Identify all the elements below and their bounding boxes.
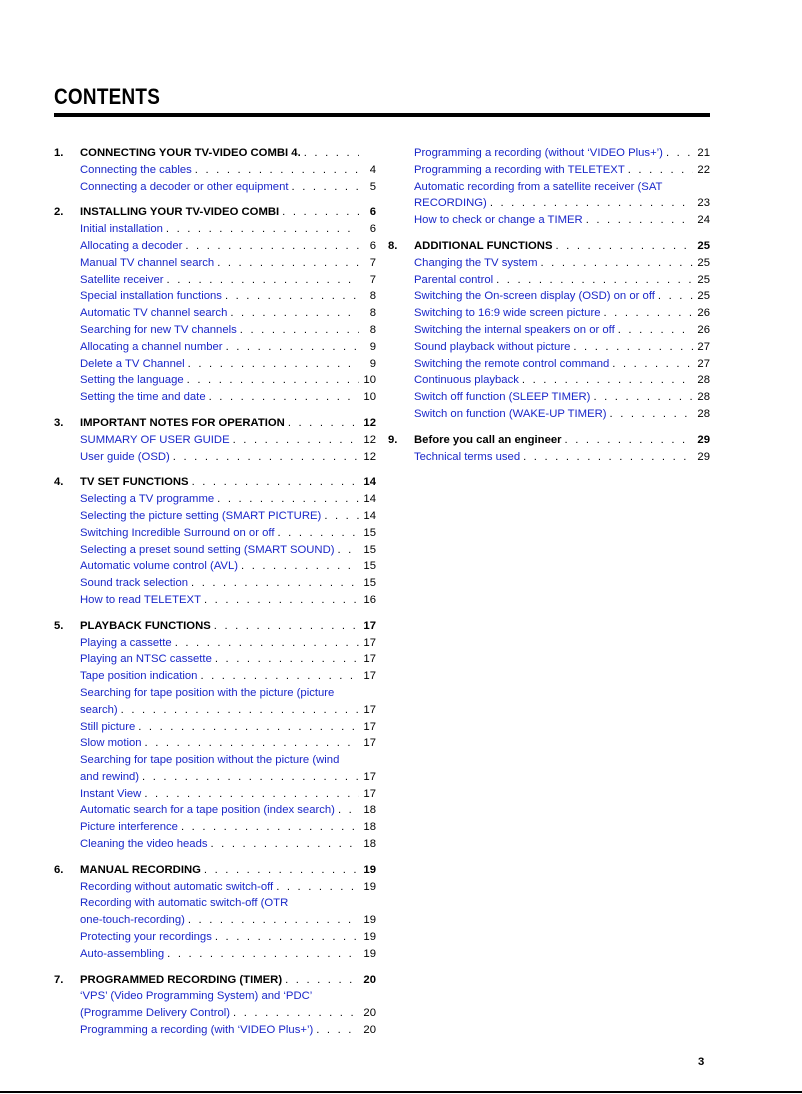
entry-page: 17 (363, 636, 376, 649)
dot-leader (188, 356, 359, 373)
entry-text: Switch off function (SLEEP TIMER) (414, 391, 591, 404)
entry-page: 27 (697, 340, 710, 353)
toc-entry[interactable] (54, 668, 376, 685)
toc-entry[interactable] (54, 162, 376, 179)
section-page: 12 (363, 416, 376, 429)
dot-leader (167, 946, 359, 963)
toc-entry[interactable] (54, 389, 376, 406)
toc-section (54, 972, 376, 1039)
entry-page: 8 (369, 323, 376, 336)
entry-page: 15 (363, 526, 376, 539)
toc-entry[interactable] (388, 162, 710, 179)
section-heading[interactable] (388, 432, 710, 449)
entry-page: 17 (363, 787, 376, 800)
toc-entry[interactable] (54, 769, 376, 786)
entry-page: 27 (697, 357, 710, 370)
section-title: TV SET FUNCTIONS (80, 476, 189, 489)
entry-text: Switching the internal speakers on or off (414, 323, 615, 336)
entry-text: Delete a TV Channel (80, 357, 185, 370)
entry-page: 10 (363, 374, 376, 387)
dot-leader (666, 145, 693, 162)
dot-leader (204, 592, 359, 609)
toc-entry[interactable] (54, 879, 376, 896)
entry-page: 25 (697, 256, 710, 269)
entry-text: one-touch-recording) (80, 914, 185, 927)
entry-text: Slow motion (80, 737, 142, 750)
toc-entry[interactable] (54, 1022, 376, 1039)
dot-leader (541, 255, 694, 272)
toc-entry[interactable] (54, 449, 376, 466)
dot-leader (217, 491, 359, 508)
section-heading[interactable] (54, 862, 376, 879)
dot-leader (200, 668, 359, 685)
section-number: 2. (54, 206, 64, 219)
dot-leader (288, 415, 359, 432)
section-title: CONNECTING YOUR TV-VIDEO COMBI 4. (80, 147, 301, 159)
section-page: 20 (363, 973, 376, 986)
section-number: 3. (54, 416, 64, 429)
entry-page: 17 (363, 653, 376, 666)
section-page: 19 (363, 863, 376, 876)
dot-leader (226, 339, 359, 356)
entry-page: 19 (363, 914, 376, 927)
entry-page: 29 (697, 450, 710, 463)
toc-entry[interactable] (54, 786, 376, 803)
toc-section (54, 474, 376, 608)
toc-section (54, 862, 376, 963)
dot-leader (241, 558, 359, 575)
toc-entry[interactable] (388, 339, 710, 356)
entry-text-line[interactable]: Searching for tape position with the picture (picture (80, 686, 335, 699)
section-heading[interactable] (54, 972, 376, 989)
entry-page: 7 (369, 273, 376, 286)
toc-entry[interactable] (54, 255, 376, 272)
entry-text: Auto-assembling (80, 947, 165, 960)
entry-page: 22 (697, 163, 710, 176)
dot-leader (316, 1022, 359, 1039)
entry-page: 28 (697, 391, 710, 404)
toc-entry[interactable] (388, 272, 710, 289)
toc-entry[interactable] (54, 635, 376, 652)
toc-entry[interactable] (54, 651, 376, 668)
entry-page: 14 (363, 493, 376, 506)
entry-text-line[interactable]: Recording with automatic switch-off (OTR (80, 897, 289, 910)
entry-page: 15 (363, 560, 376, 573)
entry-page: 28 (697, 407, 710, 420)
dot-leader (233, 432, 359, 449)
toc-entry[interactable] (54, 946, 376, 963)
dot-leader (282, 204, 359, 221)
entry-page: 26 (697, 307, 710, 320)
entry-text: Switching Incredible Surround on or off (80, 526, 275, 539)
entry-text: Automatic search for a tape position (index search) (80, 804, 335, 817)
entry-text: Selecting a TV programme (80, 493, 215, 506)
toc-entry[interactable] (388, 372, 710, 389)
entry-text: Connecting the cables (80, 163, 192, 176)
toc-entry[interactable] (54, 356, 376, 373)
entry-text: Switching to 16:9 wide screen picture (414, 307, 601, 320)
section-number: 4. (54, 476, 64, 489)
entry-text: Sound track selection (80, 577, 189, 590)
entry-text: Parental control (414, 273, 494, 286)
dot-leader (304, 145, 359, 162)
entry-text: Allocating a decoder (80, 239, 183, 252)
entry-page: 18 (363, 838, 376, 851)
toc-entry[interactable] (54, 542, 376, 559)
entry-page: 17 (363, 670, 376, 683)
toc-entry[interactable] (388, 449, 710, 466)
dot-leader (217, 255, 359, 272)
toc-entry[interactable] (54, 525, 376, 542)
toc-entry[interactable] (54, 272, 376, 289)
entry-text: Sound playback without picture (414, 340, 571, 353)
entry-text: Selecting a preset sound setting (SMART SOUND) (80, 543, 335, 556)
entry-text: Instant View (80, 787, 142, 800)
entry-text: Playing a cassette (80, 636, 172, 649)
entry-text: SUMMARY OF USER GUIDE (80, 433, 230, 446)
dot-leader (166, 221, 359, 238)
toc-entry[interactable] (388, 255, 710, 272)
entry-text: Setting the time and date (80, 391, 206, 404)
dot-leader (277, 525, 359, 542)
dot-leader (187, 372, 359, 389)
dot-leader (185, 238, 359, 255)
entry-page: 6 (369, 223, 376, 236)
toc-left-column (54, 145, 376, 1048)
dot-leader (276, 879, 359, 896)
entry-page: 10 (363, 391, 376, 404)
section-heading[interactable] (388, 238, 710, 255)
toc-section (54, 145, 376, 195)
toc-entry[interactable] (54, 592, 376, 609)
toc-section (388, 238, 710, 423)
dot-leader (612, 356, 693, 373)
toc-entry[interactable] (388, 305, 710, 322)
toc-entry[interactable] (54, 491, 376, 508)
dot-leader (522, 372, 693, 389)
entry-text-line[interactable]: Searching for tape position without the picture (wind (80, 754, 340, 767)
entry-page: 17 (363, 737, 376, 750)
entry-page: 7 (369, 256, 376, 269)
toc-entry[interactable] (54, 735, 376, 752)
dot-leader (192, 474, 359, 491)
dot-leader (209, 389, 359, 406)
entry-page: 20 (363, 1024, 376, 1037)
section-page: 6 (369, 206, 376, 219)
entry-page: 15 (363, 577, 376, 590)
entry-text: and rewind) (80, 770, 140, 783)
dot-leader (167, 272, 359, 289)
entry-text: Manual TV channel search (80, 256, 215, 269)
section-number: 8. (388, 239, 398, 252)
section-heading[interactable] (54, 145, 376, 162)
entry-page: 18 (363, 804, 376, 817)
toc-entry[interactable] (388, 322, 710, 339)
dot-leader (138, 719, 359, 736)
section-page: 29 (697, 433, 710, 446)
dot-leader (593, 389, 693, 406)
page-title: CONTENTS (54, 84, 161, 109)
dot-leader (523, 449, 693, 466)
dot-leader (214, 618, 359, 635)
toc-entry[interactable] (54, 322, 376, 339)
entry-page: 14 (363, 509, 376, 522)
toc-section (54, 415, 376, 465)
entry-text: Switch on function (WAKE-UP TIMER) (414, 407, 607, 420)
entry-page: 9 (369, 340, 376, 353)
toc-entry[interactable] (54, 288, 376, 305)
entry-text-line[interactable]: ‘VPS’ (Video Programming System) and ‘PDC’ (80, 990, 313, 1003)
dot-leader (173, 449, 359, 466)
entry-text: Satellite receiver (80, 273, 164, 286)
dot-leader (338, 542, 360, 559)
entry-text: Searching for new TV channels (80, 323, 237, 336)
entry-page: 15 (363, 543, 376, 556)
entry-text: Automatic volume control (AVL) (80, 560, 239, 573)
entry-text: Programming a recording (without ‘VIDEO Plus+’) (414, 147, 663, 159)
section-page: 25 (697, 239, 710, 252)
entry-text: Changing the TV system (414, 256, 538, 269)
entry-text: Special installation functions (80, 290, 222, 303)
entry-page: 21 (697, 147, 710, 159)
bottom-rule (0, 1091, 802, 1093)
toc-entry[interactable] (388, 212, 710, 229)
entry-page: 23 (697, 197, 710, 210)
entry-page: 19 (363, 880, 376, 893)
section-number: 7. (54, 973, 64, 986)
entry-text: Switching the remote control command (414, 357, 610, 370)
dot-leader (225, 288, 359, 305)
toc-section (54, 618, 376, 853)
toc-section (388, 432, 710, 466)
dot-leader (628, 162, 693, 179)
dot-leader (181, 819, 359, 836)
toc-entry[interactable] (54, 929, 376, 946)
toc-section (54, 204, 376, 406)
dot-leader (604, 305, 694, 322)
section-title: INSTALLING YOUR TV-VIDEO COMBI (80, 206, 280, 219)
toc-entry[interactable] (54, 836, 376, 853)
dot-leader (556, 238, 694, 255)
toc-entry[interactable] (54, 702, 376, 719)
entry-text: Initial installation (80, 223, 163, 236)
section-heading[interactable] (54, 204, 376, 221)
toc-entry[interactable] (54, 1005, 376, 1022)
toc-entry[interactable] (54, 508, 376, 525)
dot-leader (191, 575, 359, 592)
toc-entry[interactable] (54, 179, 376, 196)
dot-leader (142, 769, 359, 786)
entry-page: 20 (363, 1007, 376, 1020)
entry-text: Selecting the picture setting (SMART PICTURE) (80, 509, 322, 522)
entry-text: Recording without automatic switch-off (80, 880, 274, 893)
dot-leader (233, 1005, 359, 1022)
entry-page: 19 (363, 931, 376, 944)
entry-text: Programming a recording with TELETEXT (414, 163, 625, 176)
entry-text: Allocating a channel number (80, 340, 223, 353)
toc-entry[interactable] (54, 719, 376, 736)
entry-page: 28 (697, 374, 710, 387)
section-number: 1. (54, 147, 64, 159)
entry-text: Continuous playback (414, 374, 519, 387)
section-page: 17 (363, 619, 376, 632)
dot-leader (285, 972, 359, 989)
entry-text: Playing an NTSC cassette (80, 653, 212, 666)
toc-entry[interactable] (54, 802, 376, 819)
dot-leader (324, 508, 359, 525)
section-title: IMPORTANT NOTES FOR OPERATION (80, 416, 285, 429)
dot-leader (292, 179, 359, 196)
section-heading[interactable] (54, 618, 376, 635)
dot-leader (230, 305, 359, 322)
toc-entry[interactable] (54, 819, 376, 836)
toc-right-column (388, 145, 710, 474)
entry-page: 19 (363, 947, 376, 960)
toc-entry[interactable] (388, 406, 710, 423)
entry-page: 24 (697, 214, 710, 227)
title-rule (54, 113, 710, 117)
section-heading[interactable] (54, 415, 376, 432)
dot-leader (496, 272, 693, 289)
dot-leader (573, 339, 693, 356)
entry-text-line[interactable]: Automatic recording from a satellite receiver (SAT (414, 180, 663, 193)
toc-entry[interactable] (54, 912, 376, 929)
entry-text: Technical terms used (414, 450, 521, 463)
toc-entry[interactable] (388, 389, 710, 406)
entry-page: 12 (363, 433, 376, 446)
entry-text: Setting the language (80, 374, 184, 387)
entry-text: Protecting your recordings (80, 931, 212, 944)
toc-entry[interactable] (54, 432, 376, 449)
dot-leader (211, 836, 360, 853)
section-title: MANUAL RECORDING (80, 863, 201, 876)
toc-entry[interactable] (388, 288, 710, 305)
dot-leader (121, 702, 359, 719)
toc-entry[interactable] (54, 575, 376, 592)
dot-leader (338, 802, 359, 819)
toc-entry[interactable] (388, 145, 710, 162)
section-page: 14 (363, 476, 376, 489)
entry-text: Programming a recording (with ‘VIDEO Plus+’) (80, 1024, 314, 1037)
dot-leader (618, 322, 693, 339)
entry-page: 18 (363, 821, 376, 834)
toc-entry[interactable] (54, 558, 376, 575)
toc-entry[interactable] (54, 339, 376, 356)
entry-text: (Programme Delivery Control) (80, 1007, 231, 1020)
toc-entry[interactable] (54, 238, 376, 255)
dot-leader (188, 912, 359, 929)
section-number: 9. (388, 433, 398, 446)
entry-text: Picture interference (80, 821, 178, 834)
entry-page: 25 (697, 273, 710, 286)
section-title: ADDITIONAL FUNCTIONS (414, 239, 553, 252)
toc-entry[interactable] (54, 372, 376, 389)
dot-leader (240, 322, 359, 339)
toc-entry[interactable] (54, 221, 376, 238)
entry-text: Switching the On-screen display (OSD) on or off (414, 290, 655, 303)
dot-leader (215, 929, 359, 946)
entry-page: 17 (363, 720, 376, 733)
entry-text: Connecting a decoder or other equipment (80, 180, 289, 193)
entry-page: 17 (363, 703, 376, 716)
dot-leader (145, 735, 359, 752)
dot-leader (175, 635, 359, 652)
section-number: 6. (54, 863, 64, 876)
entry-page: 8 (369, 307, 376, 320)
toc-entry[interactable] (388, 356, 710, 373)
entry-text: How to read TELETEXT (80, 593, 201, 606)
section-title: Before you call an engineer (414, 433, 562, 446)
entry-text: Tape position indication (80, 670, 198, 683)
dot-leader (658, 288, 693, 305)
section-title: PROGRAMMED RECORDING (TIMER) (80, 973, 283, 986)
dot-leader (204, 862, 359, 879)
dot-leader (490, 195, 693, 212)
entry-text: User guide (OSD) (80, 450, 170, 463)
entry-page: 5 (369, 180, 376, 193)
entry-page: 16 (363, 593, 376, 606)
dot-leader (144, 786, 359, 803)
entry-text: search) (80, 703, 118, 716)
dot-leader (215, 651, 359, 668)
toc-section (388, 145, 710, 229)
entry-page: 9 (369, 357, 376, 370)
toc-entry[interactable] (54, 305, 376, 322)
dot-leader (586, 212, 693, 229)
section-heading[interactable] (54, 474, 376, 491)
dot-leader (195, 162, 359, 179)
entry-page: 26 (697, 323, 710, 336)
toc-entry[interactable] (388, 195, 710, 212)
page-number: 3 (698, 1056, 705, 1068)
entry-page: 25 (697, 290, 710, 303)
entry-text: How to check or change a TIMER (414, 214, 583, 227)
entry-page: 12 (363, 450, 376, 463)
entry-text: RECORDING) (414, 197, 487, 210)
entry-page: 17 (363, 770, 376, 783)
entry-page: 6 (369, 239, 376, 252)
section-title: PLAYBACK FUNCTIONS (80, 619, 211, 632)
dot-leader (610, 406, 693, 423)
entry-text: Automatic TV channel search (80, 307, 228, 320)
dot-leader (565, 432, 693, 449)
entry-page: 8 (369, 290, 376, 303)
entry-text: Cleaning the video heads (80, 838, 208, 851)
entry-text: Still picture (80, 720, 136, 733)
entry-page: 4 (369, 163, 376, 176)
section-number: 5. (54, 619, 64, 632)
